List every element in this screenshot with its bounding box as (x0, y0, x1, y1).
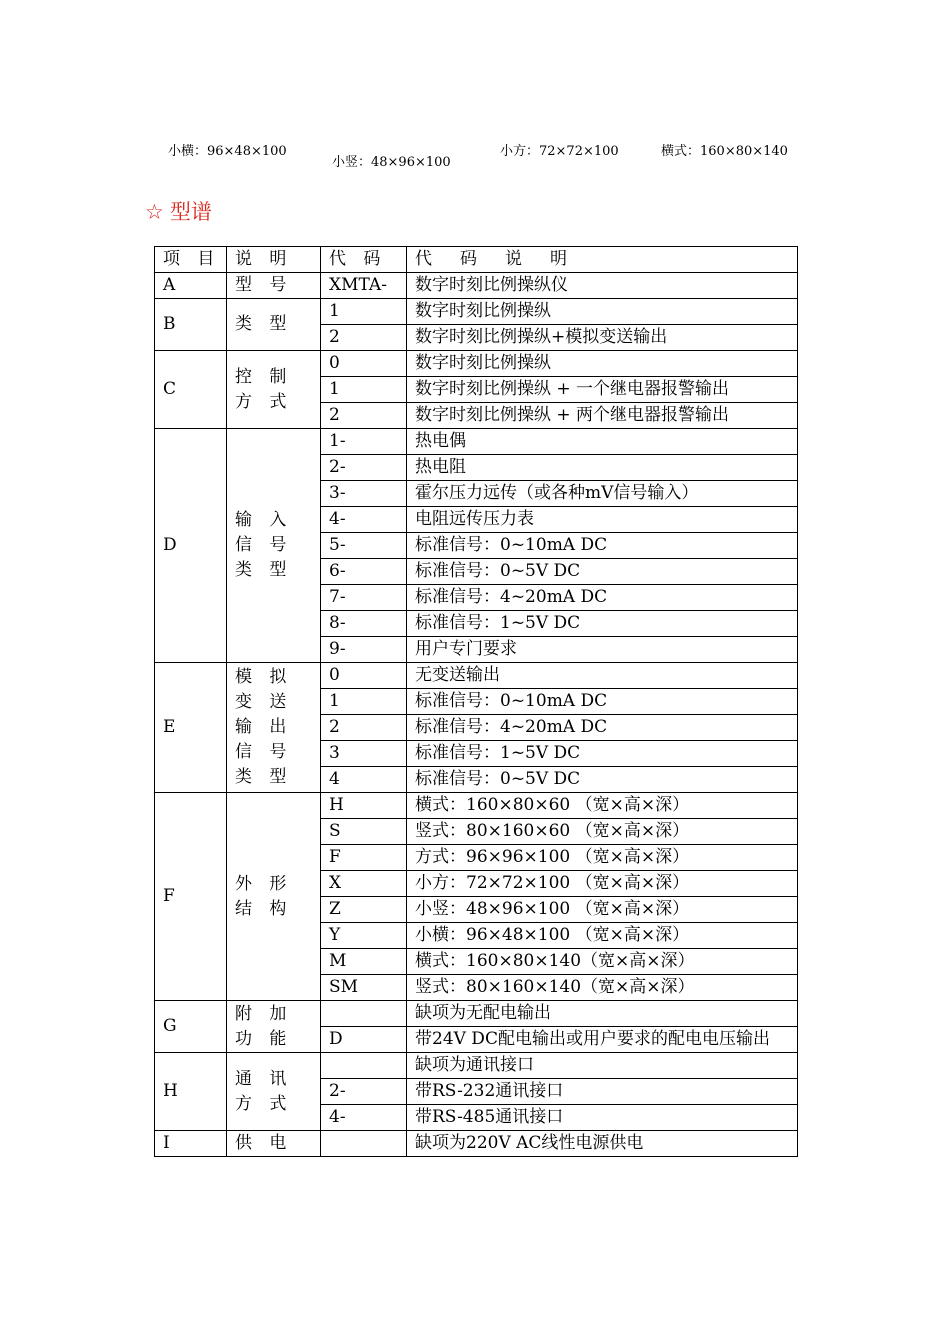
item-code-cell: I (155, 1131, 227, 1157)
option-description-cell: 标准信号：4~20mA DC (407, 715, 798, 741)
item-description-line: 类 型 (235, 767, 293, 787)
item-description-line: 信 号 (235, 742, 293, 762)
item-description-line: 信 号 (235, 535, 293, 555)
item-description-line: 外 形 (235, 873, 293, 894)
table-header-row (155, 247, 798, 273)
option-code-cell: 7- (321, 585, 407, 611)
option-description-cell: 数字时刻比例操纵 + 两个继电器报警输出 (407, 403, 798, 429)
item-description-cell (227, 1131, 321, 1157)
option-description-cell: 标准信号：0~10mA DC (407, 689, 798, 715)
table-row (155, 1001, 798, 1027)
table-row (155, 299, 798, 325)
item-code-cell: H (155, 1053, 227, 1131)
model-spec-table (154, 246, 798, 1157)
item-description-cell (227, 273, 321, 299)
item-description-cell (227, 299, 321, 351)
option-code-cell: F (321, 845, 407, 871)
option-description-cell: 小横：96×48×100 （宽×高×深） (407, 923, 798, 949)
option-description-cell: 电阻远传压力表 (407, 507, 798, 533)
option-code-cell: 4- (321, 507, 407, 533)
option-code-cell: 8- (321, 611, 407, 637)
option-code-cell (321, 1053, 407, 1079)
option-description-cell: 带RS-485通讯接口 (407, 1105, 798, 1131)
option-description-cell: 无变送输出 (407, 663, 798, 689)
option-code-cell: 4- (321, 1105, 407, 1131)
item-description-line: 结 构 (235, 898, 293, 919)
item-description-cell (227, 1053, 321, 1131)
option-code-cell: XMTA- (321, 273, 407, 299)
item-description-cell (227, 351, 321, 429)
option-description-cell: 带24V DC配电输出或用户要求的配电电压输出 (407, 1027, 798, 1053)
table-row (155, 429, 798, 455)
option-description-cell: 霍尔压力远传（或各种mV信号输入） (407, 481, 798, 507)
option-description-cell: 竖式：80×160×140（宽×高×深） (407, 975, 798, 1001)
table-row (155, 663, 798, 689)
table-row (155, 793, 798, 819)
item-code-cell: B (155, 299, 227, 351)
dim-small-horizontal: 小横：96×48×100 (168, 144, 287, 159)
item-description-cell (227, 663, 321, 793)
header-item: 项 目 (155, 247, 227, 273)
option-code-cell: Z (321, 897, 407, 923)
header-code: 代 码 (321, 247, 407, 273)
item-description-line: 控 制 (235, 366, 293, 387)
table-row (155, 1131, 798, 1157)
option-code-cell: S (321, 819, 407, 845)
option-code-cell: 1 (321, 377, 407, 403)
item-description-line: 通 讯 (235, 1068, 293, 1089)
option-code-cell: M (321, 949, 407, 975)
option-code-cell: 9- (321, 637, 407, 663)
option-code-cell: 3- (321, 481, 407, 507)
option-description-cell: 数字时刻比例操纵 (407, 299, 798, 325)
dim-small-square: 小方：72×72×100 (500, 144, 619, 159)
item-description-line: 类 型 (235, 560, 293, 580)
option-code-cell: 5- (321, 533, 407, 559)
item-description-cell (227, 429, 321, 663)
section-heading (145, 196, 212, 226)
option-description-cell: 小竖：48×96×100 （宽×高×深） (407, 897, 798, 923)
item-description-line: 输 入 (235, 510, 293, 530)
option-description-cell: 横式：160×80×60 （宽×高×深） (407, 793, 798, 819)
option-description-cell: 热电阻 (407, 455, 798, 481)
option-code-cell: 6- (321, 559, 407, 585)
item-description-line: 类 型 (235, 314, 293, 334)
option-code-cell: 2- (321, 455, 407, 481)
option-code-cell: 2 (321, 325, 407, 351)
item-code-cell: D (155, 429, 227, 663)
option-code-cell: 3 (321, 741, 407, 767)
option-description-cell: 标准信号：1~5V DC (407, 741, 798, 767)
table-row (155, 1053, 798, 1079)
header-code-desc-1: 代 (415, 249, 432, 269)
option-code-cell: 2 (321, 403, 407, 429)
option-description-cell: 数字时刻比例操纵仪 (407, 273, 798, 299)
item-description-line: 方 式 (235, 391, 293, 412)
option-description-cell: 横式：160×80×140（宽×高×深） (407, 949, 798, 975)
option-description-cell: 方式：96×96×100 （宽×高×深） (407, 845, 798, 871)
section-title: 型谱 (169, 200, 212, 224)
item-description-line: 输 出 (235, 717, 293, 737)
option-description-cell: 缺项为通讯接口 (407, 1053, 798, 1079)
table-body (155, 273, 798, 1157)
option-description-cell: 热电偶 (407, 429, 798, 455)
option-description-cell: 带RS-232通讯接口 (407, 1079, 798, 1105)
header-desc: 说 明 (227, 247, 321, 273)
item-code-cell: C (155, 351, 227, 429)
item-description-cell (227, 1001, 321, 1053)
option-code-cell: 1 (321, 299, 407, 325)
option-description-cell: 标准信号：0~5V DC (407, 559, 798, 585)
table-row (155, 273, 798, 299)
option-description-cell: 缺项为无配电输出 (407, 1001, 798, 1027)
option-description-cell: 缺项为220V AC线性电源供电 (407, 1131, 798, 1157)
option-code-cell (321, 1131, 407, 1157)
option-code-cell: 0 (321, 663, 407, 689)
option-code-cell: Y (321, 923, 407, 949)
option-description-cell: 竖式：80×160×60 （宽×高×深） (407, 819, 798, 845)
option-code-cell: 2 (321, 715, 407, 741)
star-icon: ☆ (145, 200, 164, 224)
dim-horizontal: 横式：160×80×140 (661, 144, 788, 159)
item-code-cell: G (155, 1001, 227, 1053)
option-code-cell: 4 (321, 767, 407, 793)
item-description-line: 型 号 (235, 275, 293, 295)
option-code-cell: D (321, 1027, 407, 1053)
option-description-cell: 数字时刻比例操纵+模拟变送输出 (407, 325, 798, 351)
option-code-cell: 1 (321, 689, 407, 715)
header-code-desc-3: 说 (505, 249, 522, 269)
option-description-cell: 标准信号：0~5V DC (407, 767, 798, 793)
item-code-cell: F (155, 793, 227, 1001)
item-description-line: 模 拟 (235, 667, 293, 687)
option-code-cell: H (321, 793, 407, 819)
item-description-line: 功 能 (235, 1028, 293, 1049)
item-code-cell: E (155, 663, 227, 793)
item-description-line: 供 电 (235, 1133, 293, 1153)
dim-small-vertical: 小竖：48×96×100 (332, 155, 451, 170)
option-description-cell: 标准信号：4~20mA DC (407, 585, 798, 611)
header-code-desc (407, 247, 798, 273)
option-description-cell: 用户专门要求 (407, 637, 798, 663)
item-code-cell: A (155, 273, 227, 299)
item-description-line: 方 式 (235, 1093, 293, 1114)
table-row (155, 351, 798, 377)
option-description-cell: 小方：72×72×100 （宽×高×深） (407, 871, 798, 897)
option-description-cell: 数字时刻比例操纵 + 一个继电器报警输出 (407, 377, 798, 403)
option-code-cell (321, 1001, 407, 1027)
header-code-desc-2: 码 (460, 249, 477, 269)
option-description-cell: 标准信号：1~5V DC (407, 611, 798, 637)
option-code-cell: 0 (321, 351, 407, 377)
header-code-desc-4: 明 (550, 249, 567, 269)
item-description-cell (227, 793, 321, 1001)
option-code-cell: X (321, 871, 407, 897)
option-code-cell: 2- (321, 1079, 407, 1105)
item-description-line: 变 送 (235, 692, 293, 712)
option-code-cell: SM (321, 975, 407, 1001)
option-code-cell: 1- (321, 429, 407, 455)
option-description-cell: 数字时刻比例操纵 (407, 351, 798, 377)
item-description-line: 附 加 (235, 1003, 293, 1024)
option-description-cell: 标准信号：0~10mA DC (407, 533, 798, 559)
